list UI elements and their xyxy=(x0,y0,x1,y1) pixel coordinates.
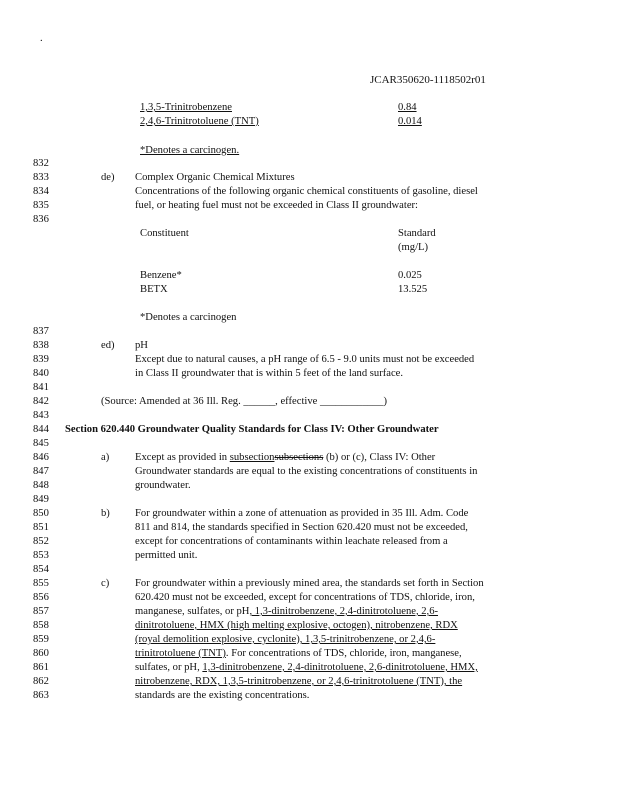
body-text xyxy=(135,661,478,674)
body-text: permitted unit. xyxy=(135,550,198,561)
line-number: 834 xyxy=(33,186,49,197)
body-text: in Class II groundwater that is within 5 feet of the land surface. xyxy=(135,368,404,379)
body-text: For groundwater within a zone of attenuation as provided in 35 Ill. Adm. Code xyxy=(135,508,469,519)
deleted-text: subsections xyxy=(274,452,324,463)
table-cell-value: 0.014 xyxy=(398,116,422,127)
column-header-units: (mg/L) xyxy=(398,242,429,253)
line-number: 853 xyxy=(33,550,49,561)
line-number: 852 xyxy=(33,536,49,547)
line-number: 833 xyxy=(33,172,49,183)
body-text: 620.420 must not be exceeded, except for concentrations of TDS, chloride, iron, xyxy=(135,592,475,603)
body-text: Except due to natural causes, a pH range of 6.5 - 9.0 units must not be exceeded xyxy=(135,354,475,365)
line-number: 851 xyxy=(33,522,49,533)
body-text-segment: (b) or (c), Class IV: Other xyxy=(323,452,436,463)
line-number: 850 xyxy=(33,508,49,519)
paragraph-label: b) xyxy=(101,508,110,519)
line-number: 863 xyxy=(33,690,49,701)
line-number: 849 xyxy=(33,494,49,505)
column-header-standard: Standard xyxy=(398,228,436,239)
paragraph-label: c) xyxy=(101,578,110,589)
line-number: 848 xyxy=(33,480,49,491)
line-number: 845 xyxy=(33,438,49,449)
body-text: except for concentrations of contaminants within leachate released from a xyxy=(135,536,448,547)
line-number: 844 xyxy=(33,424,49,435)
line-number: 836 xyxy=(33,214,49,225)
line-number: 838 xyxy=(33,340,49,351)
line-number: 841 xyxy=(33,382,49,393)
body-text-segment: manganese, sulfates, or pH xyxy=(135,606,250,617)
line-number: 832 xyxy=(33,158,49,169)
column-header-constituent: Constituent xyxy=(140,228,189,239)
body-text: 811 and 814, the standards specified in Section 620.420 must not be exceeded, xyxy=(135,522,468,533)
line-number: 846 xyxy=(33,452,49,463)
section-heading: Section 620.440 Groundwater Quality Standards for Class IV: Other Groundwater xyxy=(65,424,439,435)
line-number: 854 xyxy=(33,564,49,575)
line-number: 857 xyxy=(33,606,49,617)
body-text: Concentrations of the following organic chemical constituents of gasoline, diesel xyxy=(135,186,478,197)
line-number: 856 xyxy=(33,592,49,603)
body-text-segment: Except as provided in xyxy=(135,452,230,463)
carcinogen-note: *Denotes a carcinogen xyxy=(140,312,237,323)
subsection-title: pH xyxy=(135,340,148,351)
inserted-text: (royal demolition explosive, cyclonite), 1,3,5-trinitrobenzene, or 2,4,6- xyxy=(135,634,436,645)
line-number: 862 xyxy=(33,676,49,687)
carcinogen-note: *Denotes a carcinogen. xyxy=(140,145,240,156)
table-cell-name: Benzene* xyxy=(140,270,182,281)
inserted-text: 1,3-dinitrobenzene, 2,4-dinitrotoluene, 2,6-dinitrotoluene, HMX, xyxy=(202,662,478,673)
line-number: 842 xyxy=(33,396,49,407)
body-text: For groundwater within a previously mined area, the standards set forth in Section xyxy=(135,578,484,589)
line-number: 847 xyxy=(33,466,49,477)
body-text: groundwater. xyxy=(135,480,191,491)
table-cell-name: 2,4,6-Trinitrotoluene (TNT) xyxy=(140,116,259,127)
line-number: 858 xyxy=(33,620,49,631)
line-number: 861 xyxy=(33,662,49,673)
body-text: fuel, or heating fuel must not be exceeded in Class II groundwater: xyxy=(135,200,419,211)
subsection-title: Complex Organic Chemical Mixtures xyxy=(135,172,295,183)
subsection-label: de) xyxy=(101,172,115,183)
body-text-segment: . For concentrations of TDS, chloride, iron, manganese, xyxy=(225,648,462,659)
line-number: 843 xyxy=(33,410,49,421)
table-cell-value: 13.525 xyxy=(398,284,428,295)
body-text: Groundwater standards are equal to the existing concentrations of constituents in xyxy=(135,466,478,477)
inserted-text: subsection xyxy=(229,452,275,463)
table-cell-value: 0.84 xyxy=(398,102,417,113)
source-note: (Source: Amended at 36 Ill. Reg. ______, effective ____________) xyxy=(101,396,388,407)
body-text xyxy=(135,605,438,618)
inserted-text: dinitrotoluene, HMX (high melting explosive, octogen), nitrobenzene, RDX xyxy=(135,620,458,631)
line-number: 840 xyxy=(33,368,49,379)
line-number: 859 xyxy=(33,634,49,645)
body-text: standards are the existing concentrations. xyxy=(135,690,310,701)
line-number: 860 xyxy=(33,648,49,659)
body-text xyxy=(135,647,462,660)
line-number: 835 xyxy=(33,200,49,211)
table-cell-value: 0.025 xyxy=(398,270,422,281)
line-number: 839 xyxy=(33,354,49,365)
line-number: 837 xyxy=(33,326,49,337)
subsection-label: ed) xyxy=(101,340,115,351)
corner-mark: . xyxy=(40,33,43,44)
table-cell-name: BETX xyxy=(140,284,168,295)
line-number: 855 xyxy=(33,578,49,589)
body-text-segment: sulfates, or pH, xyxy=(135,662,203,673)
table-cell-name: 1,3,5-Trinitrobenzene xyxy=(140,102,232,113)
body-text xyxy=(135,451,435,464)
document-code: JCAR350620-1118502r01 xyxy=(370,74,486,86)
paragraph-label: a) xyxy=(101,452,110,463)
inserted-text: nitrobenzene, RDX, 1,3,5-trinitrobenzene, or 2,4,6-trinitrotoluene (TNT), the xyxy=(135,676,463,687)
inserted-text: trinitrotoluene (TNT) xyxy=(135,648,226,659)
inserted-text: , 1,3-dinitrobenzene, 2,4-dinitrotoluene, 2,6- xyxy=(249,606,439,617)
